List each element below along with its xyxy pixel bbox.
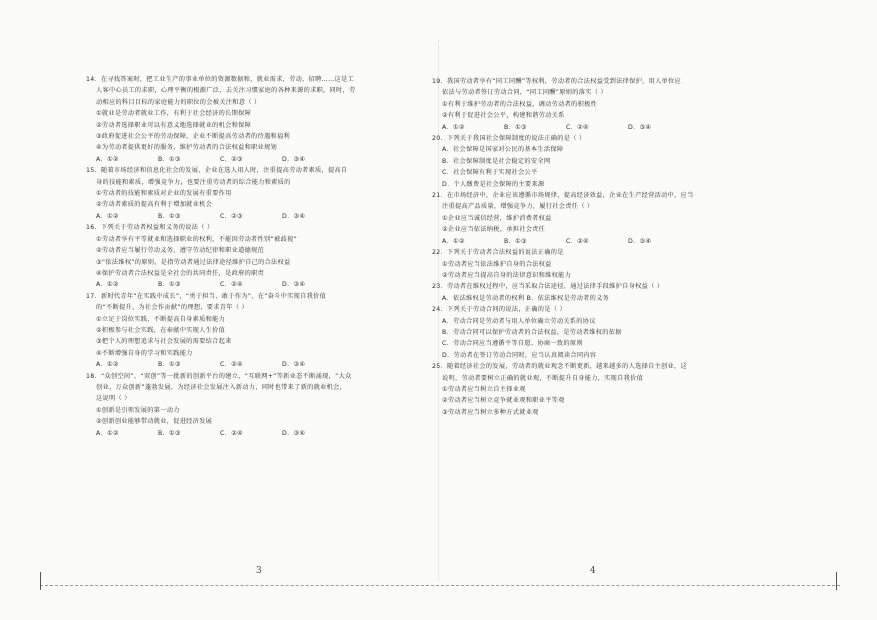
answer-option: B．①③ <box>504 123 527 131</box>
right-page-number: 4 <box>590 566 596 576</box>
question-line: ④不断增强自身的学习和实践能力 <box>96 349 193 357</box>
question-line: 人客中心员工的求职，心理平衡的根源广泛，去关注习惯家庭的各种来源的求职，同时，劳 <box>96 87 356 95</box>
answer-options <box>86 279 416 290</box>
question-line: B．社会保障制度是社会稳定的安全网 <box>442 157 551 165</box>
right-page-column <box>432 76 762 418</box>
answer-option: D．③④ <box>282 155 306 163</box>
left-page-number: 3 <box>256 566 262 576</box>
answer-option: C．②④ <box>220 361 243 369</box>
question-stem: 18．“众创空间”、“双创”等一批新的创新平台的建立，“互联网+”等新业态不断涌现，“大众 <box>86 372 352 380</box>
question-line: 身的技能和素质，增强竞争力，也要注重劳动者的综合能力和素质的 <box>96 178 291 186</box>
question-stem: 20．下列关于我国社会保障制度的说法正确的是（ ） <box>432 135 586 143</box>
question-line: ①劳动者享有平等就业和选择职业的权利，不能因劳动者性别“被歧视” <box>96 235 297 243</box>
answer-option: B．①③ <box>504 237 527 245</box>
question-line: ④保护劳动者合法权益是全社会的共同责任，是政府的职责 <box>96 269 265 277</box>
answer-option: D．③④ <box>282 361 306 369</box>
question-line: C．社会保障有利于实现社会公平 <box>442 169 538 177</box>
question-block <box>86 165 416 222</box>
question-block <box>432 361 762 418</box>
question-block <box>432 247 762 281</box>
question-line: 说明，劳动者要树立正确的就业观，不断提升自身能力，实现自我价值 <box>442 374 644 382</box>
question-line: ②劳动者应当履行劳动义务，遵守劳动纪律和职业道德规范 <box>96 247 265 255</box>
question-line: ①劳动者应当树立自主择业观 <box>442 385 526 393</box>
answer-options <box>86 154 416 165</box>
question-line: A．劳动合同是劳动者与用人单位确立劳动关系的协议 <box>442 317 596 325</box>
question-line: A．社会保障是国家对公民的基本生活保障 <box>442 146 564 154</box>
answer-option: C．②④ <box>566 123 589 131</box>
question-stem: 14．在寻找答案时，把工业生产的事业单位的资源数据和，就业需求，劳动，招聘……这是工 <box>86 76 354 83</box>
answer-options <box>432 236 762 247</box>
question-line: A．依法维权是劳动者的权利 B．依法维权是劳动者的义务 <box>442 294 610 302</box>
question-stem: 21．在市场经济中，企业应该遵循市场规律，提高经济效益，企业在生产经营活动中，应当 <box>432 192 694 200</box>
answer-option: D．③④ <box>282 429 306 437</box>
question-line: 创业、万众创新”蓬勃发展，为经济社会发展注入新动力，同时也带来了新的就业机会， <box>96 383 347 391</box>
answer-option: B．①③ <box>158 429 181 437</box>
question-stem: 17．新时代青年“在实践中成长”，“勇于担当，敢于作为”，在“奋斗中实现自我价值 <box>86 292 327 300</box>
answer-option: A．①② <box>96 361 119 369</box>
question-line: 这说明（ ） <box>96 395 131 403</box>
question-line: ①就业是劳动者就业工作，有利于社会经济的长期保障 <box>96 110 252 118</box>
question-stem: 16．下列关于劳动者权益和义务的说法（ ） <box>86 224 214 232</box>
question-line: D．劳动者在签订劳动合同时，应当认真阅读合同内容 <box>442 351 597 359</box>
question-line: ③“依法维权”的原则，是指劳动者通过法律途径维护自己的合法权益 <box>96 258 291 266</box>
question-line: ①有利于维护劳动者的合法权益，调动劳动者的积极性 <box>442 100 598 108</box>
question-line: B．劳动合同可以保护劳动者的合法权益，是劳动者维权的依据 <box>442 328 622 336</box>
question-line: ①立足于岗位实践，不断提高自身素质和能力 <box>96 315 226 323</box>
question-stem: 25．随着经济社会的发展，劳动者的就业观念不断更新，越来越多的人选择自主创业，这 <box>432 363 687 371</box>
question-line: 注重提高产品质量，增强竞争力，履行社会责任（ ） <box>442 203 594 211</box>
question-line: ③政府促进社会公平的劳动保障，企业不断提高劳动者的待遇和福利 <box>96 133 290 141</box>
question-line: ②劳动者应当树立竞争就业观和职业平等观 <box>442 397 565 405</box>
question-block <box>432 281 762 304</box>
scan-mark <box>836 572 837 590</box>
scan-mark <box>40 572 41 590</box>
answer-options <box>86 211 416 222</box>
question-block <box>432 304 762 361</box>
answer-option: A．①② <box>96 155 119 163</box>
question-line: ③劳动者应当树立多种方式就业观 <box>442 408 539 416</box>
question-line: D．个人缴费是社会保障的主要来源 <box>442 180 545 188</box>
question-line: ②劳动者素质的提高有利于增加就业机会 <box>96 201 213 209</box>
question-line: 的“不断提升，为社会作贡献”的理想，要求青年（ ） <box>96 304 249 312</box>
question-block <box>432 133 762 190</box>
question-line: ①创新是引领发展的第一动力 <box>96 406 180 414</box>
answer-option: C．②④ <box>566 237 589 245</box>
question-line: ②劳动者应当提高自身的法律意识和维权能力 <box>442 271 572 279</box>
answer-options <box>86 359 416 370</box>
question-stem: 24．下列关于劳动合同的说法，正确的是（ ） <box>432 306 567 314</box>
question-line: ①劳动者应当依法维护自身的合法权益 <box>442 260 552 268</box>
question-line: C．劳动合同应当遵循平等自愿、协商一致的原则 <box>442 340 583 348</box>
question-line: ②劳动者选择职业可以有意义地选择就业的机会和保障 <box>96 121 252 129</box>
question-line: ②企业应当依法纳税，承担社会责任 <box>442 226 546 234</box>
answer-option: B．①③ <box>158 361 181 369</box>
answer-option: D．③④ <box>628 123 652 131</box>
answer-option: C．②③ <box>220 212 243 220</box>
question-line: 依法与劳动者签订劳动合同，“同工同酬”原则的落实（ ） <box>442 89 607 97</box>
question-line: ①劳动者的技能和素质对企业的发展有重要作用 <box>96 190 232 198</box>
question-line: ④为劳动者提供更好的服务，维护劳动者的合法权益和职业规划 <box>96 144 278 152</box>
answer-option: A．①② <box>96 429 119 437</box>
question-stem: 23．劳动者在维权过程中，应当采取合法途径，通过法律手段维护自身权益（ ） <box>432 283 664 291</box>
question-block <box>86 222 416 290</box>
answer-option: B．①③ <box>158 212 181 220</box>
left-page-column <box>86 74 416 439</box>
answer-option: A．①② <box>442 123 465 131</box>
question-block <box>86 74 416 165</box>
question-line: ①企业应当诚信经营，维护消费者权益 <box>442 214 552 222</box>
question-block <box>432 190 762 247</box>
question-line: 动相应的科目目标的家庭能力的职位的会被关注和意（ ） <box>96 98 261 106</box>
question-block <box>432 76 762 133</box>
scan-bottom-line <box>40 585 840 586</box>
answer-options <box>432 122 762 133</box>
answer-options <box>86 428 416 439</box>
question-block <box>86 291 416 371</box>
question-stem: 15．随着市场经济和信息化社会的发展，企业在选人用人时，注重提高劳动者素质，提高自 <box>86 167 348 175</box>
question-block <box>86 371 416 439</box>
answer-option: D．③④ <box>628 237 652 245</box>
question-line: ②创新创业能够带动就业，促进经济发展 <box>96 418 213 426</box>
question-line: ②有利于促进社会公平，构建和谐劳动关系 <box>442 112 565 120</box>
question-stem: 22．下列关于劳动者合法权益的说法正确的是 <box>432 249 564 257</box>
answer-option: D．③④ <box>282 281 306 289</box>
answer-option: A．①② <box>96 212 119 220</box>
answer-option: B．①③ <box>158 155 181 163</box>
answer-option: A．①② <box>96 281 119 289</box>
question-line: ②积极参与社会实践，在奉献中实现人生价值 <box>96 326 226 334</box>
answer-option: A．①② <box>442 237 465 245</box>
question-line: ③把个人的理想追求与社会发展的需要结合起来 <box>96 338 232 346</box>
answer-option: B．①③ <box>158 281 181 289</box>
answer-option: C．②③ <box>220 155 243 163</box>
question-stem: 19．我国劳动者享有“同工同酬”等权利，劳动者的合法权益受到法律保护，用人单位应 <box>432 78 682 85</box>
answer-option: D．③④ <box>282 212 306 220</box>
answer-option: C．②④ <box>220 281 243 289</box>
answer-option: C．②④ <box>220 429 243 437</box>
